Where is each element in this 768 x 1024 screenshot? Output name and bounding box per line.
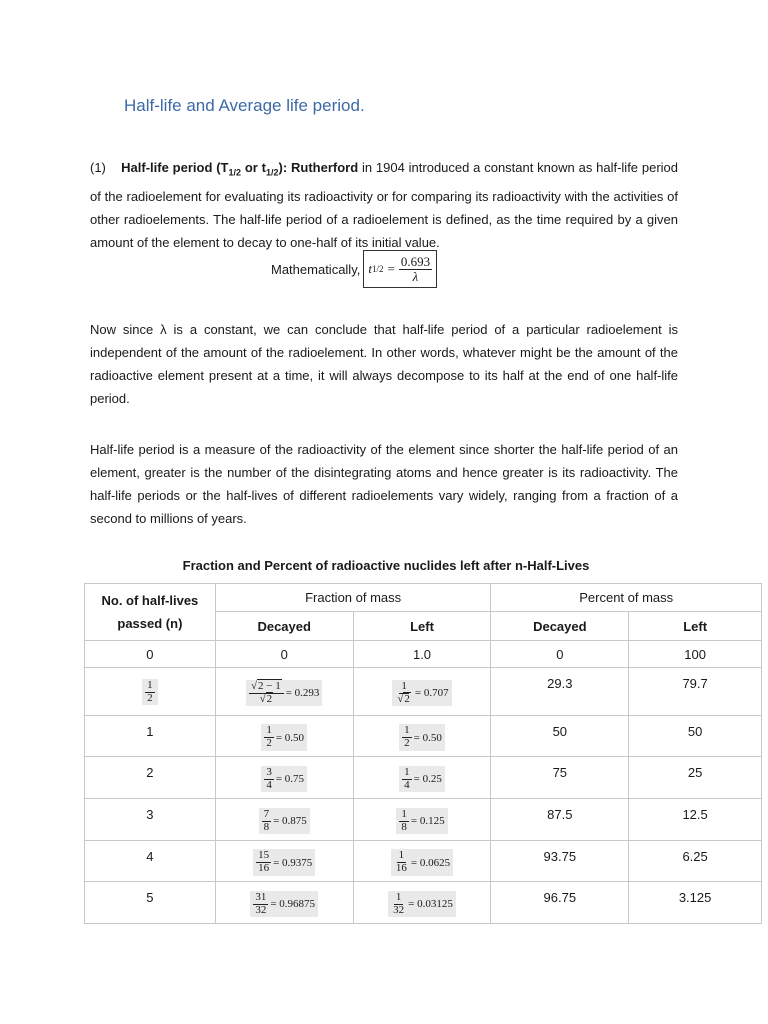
term-half-life: Half-life period ($T_{1/2}$ or $t_{1/2}$): Rutherford <box>121 160 359 178</box>
header-fraction-left: Left <box>353 612 491 641</box>
header-percent-of-mass: Percent of mass <box>491 584 762 612</box>
half-life-formula <box>271 250 437 288</box>
table-caption: Fraction and Percent of radioactive nuclides left after n-Half-Lives <box>182 558 590 573</box>
table-row: 3 $\frac{7}{8}$ = 0.875 $\frac{1}{8}$ = 0.125 87.5 12.5 <box>85 799 762 841</box>
half-lives-table <box>84 583 762 924</box>
header-fraction-decayed: Decayed <box>215 612 353 641</box>
header-no-half-lives: No. of half-lives passed (n) <box>85 584 216 641</box>
table-row: 1 $\frac{1}{2}$ = 0.50 $\frac{1}{2}$ = 0.50 50 50 <box>85 716 762 757</box>
formula-fraction: $\frac{0.693}{\lambda}$ <box>400 253 431 284</box>
header-percent-left: Left <box>629 612 762 641</box>
header-fraction-of-mass: Fraction of mass <box>215 584 491 612</box>
table-row: 5 $\frac{31}{32}$ = 0.96875 $\frac{1}{32}$ = 0.03125 96.75 3.125 <box>85 882 762 924</box>
table-row: 4 $\frac{15}{16}$ = 0.9375 $\frac{1}{16}$ = 0.0625 93.75 6.25 <box>85 841 762 882</box>
paragraph-half-life-definition <box>90 156 678 254</box>
paragraph-text: in 1904 introduced a constant known as half-life period of the radioelement for evaluating its radioactivity or for comparing its radioactivity with the activities of other radioelements. The half-life period of a radioelement is defined, as the time required by a given amount of the element to decay to one-half of its initial value. <box>90 160 678 250</box>
table-row: 0 0 1.0 0 100 <box>85 641 762 668</box>
formula-label: Mathematically, <box>271 261 361 277</box>
table-row: 2 $\frac{3}{4}$ = 0.75 $\frac{1}{4}$ = 0.25 75 25 <box>85 757 762 799</box>
table-row: $\frac{1}{2}$ $\frac{√2 - 1}{√2}$ = 0.293 $\frac{1}{√2}$ = 0.707 29.3 79.7 <box>85 668 762 716</box>
page-title: Half-life and Average life period. <box>124 96 365 115</box>
item-number: (1) <box>90 160 106 175</box>
formula-box: t 1/2 = $\frac{0.693}{\lambda}$ <box>363 250 437 288</box>
paragraph-lambda-constant: Now since λ is a constant, we can conclude that half-life period of a particular radioelement is independent of the amount of the radioelement. In other words, whatever might be the amount of the radioactive element present at a time, it will always decompose to its half at the end of one half-life period. <box>90 322 678 406</box>
paragraph-radioactivity-measure: Half-life period is a measure of the radioactivity of the element since shorter the half-life period of an element, greater is the number of the disintegrating atoms and hence greater is its radioactivity. The half-life periods or the half-lives of different radioelements vary widely, ranging from a fraction of a second to millions of years. <box>90 442 678 526</box>
header-percent-decayed: Decayed <box>491 612 629 641</box>
